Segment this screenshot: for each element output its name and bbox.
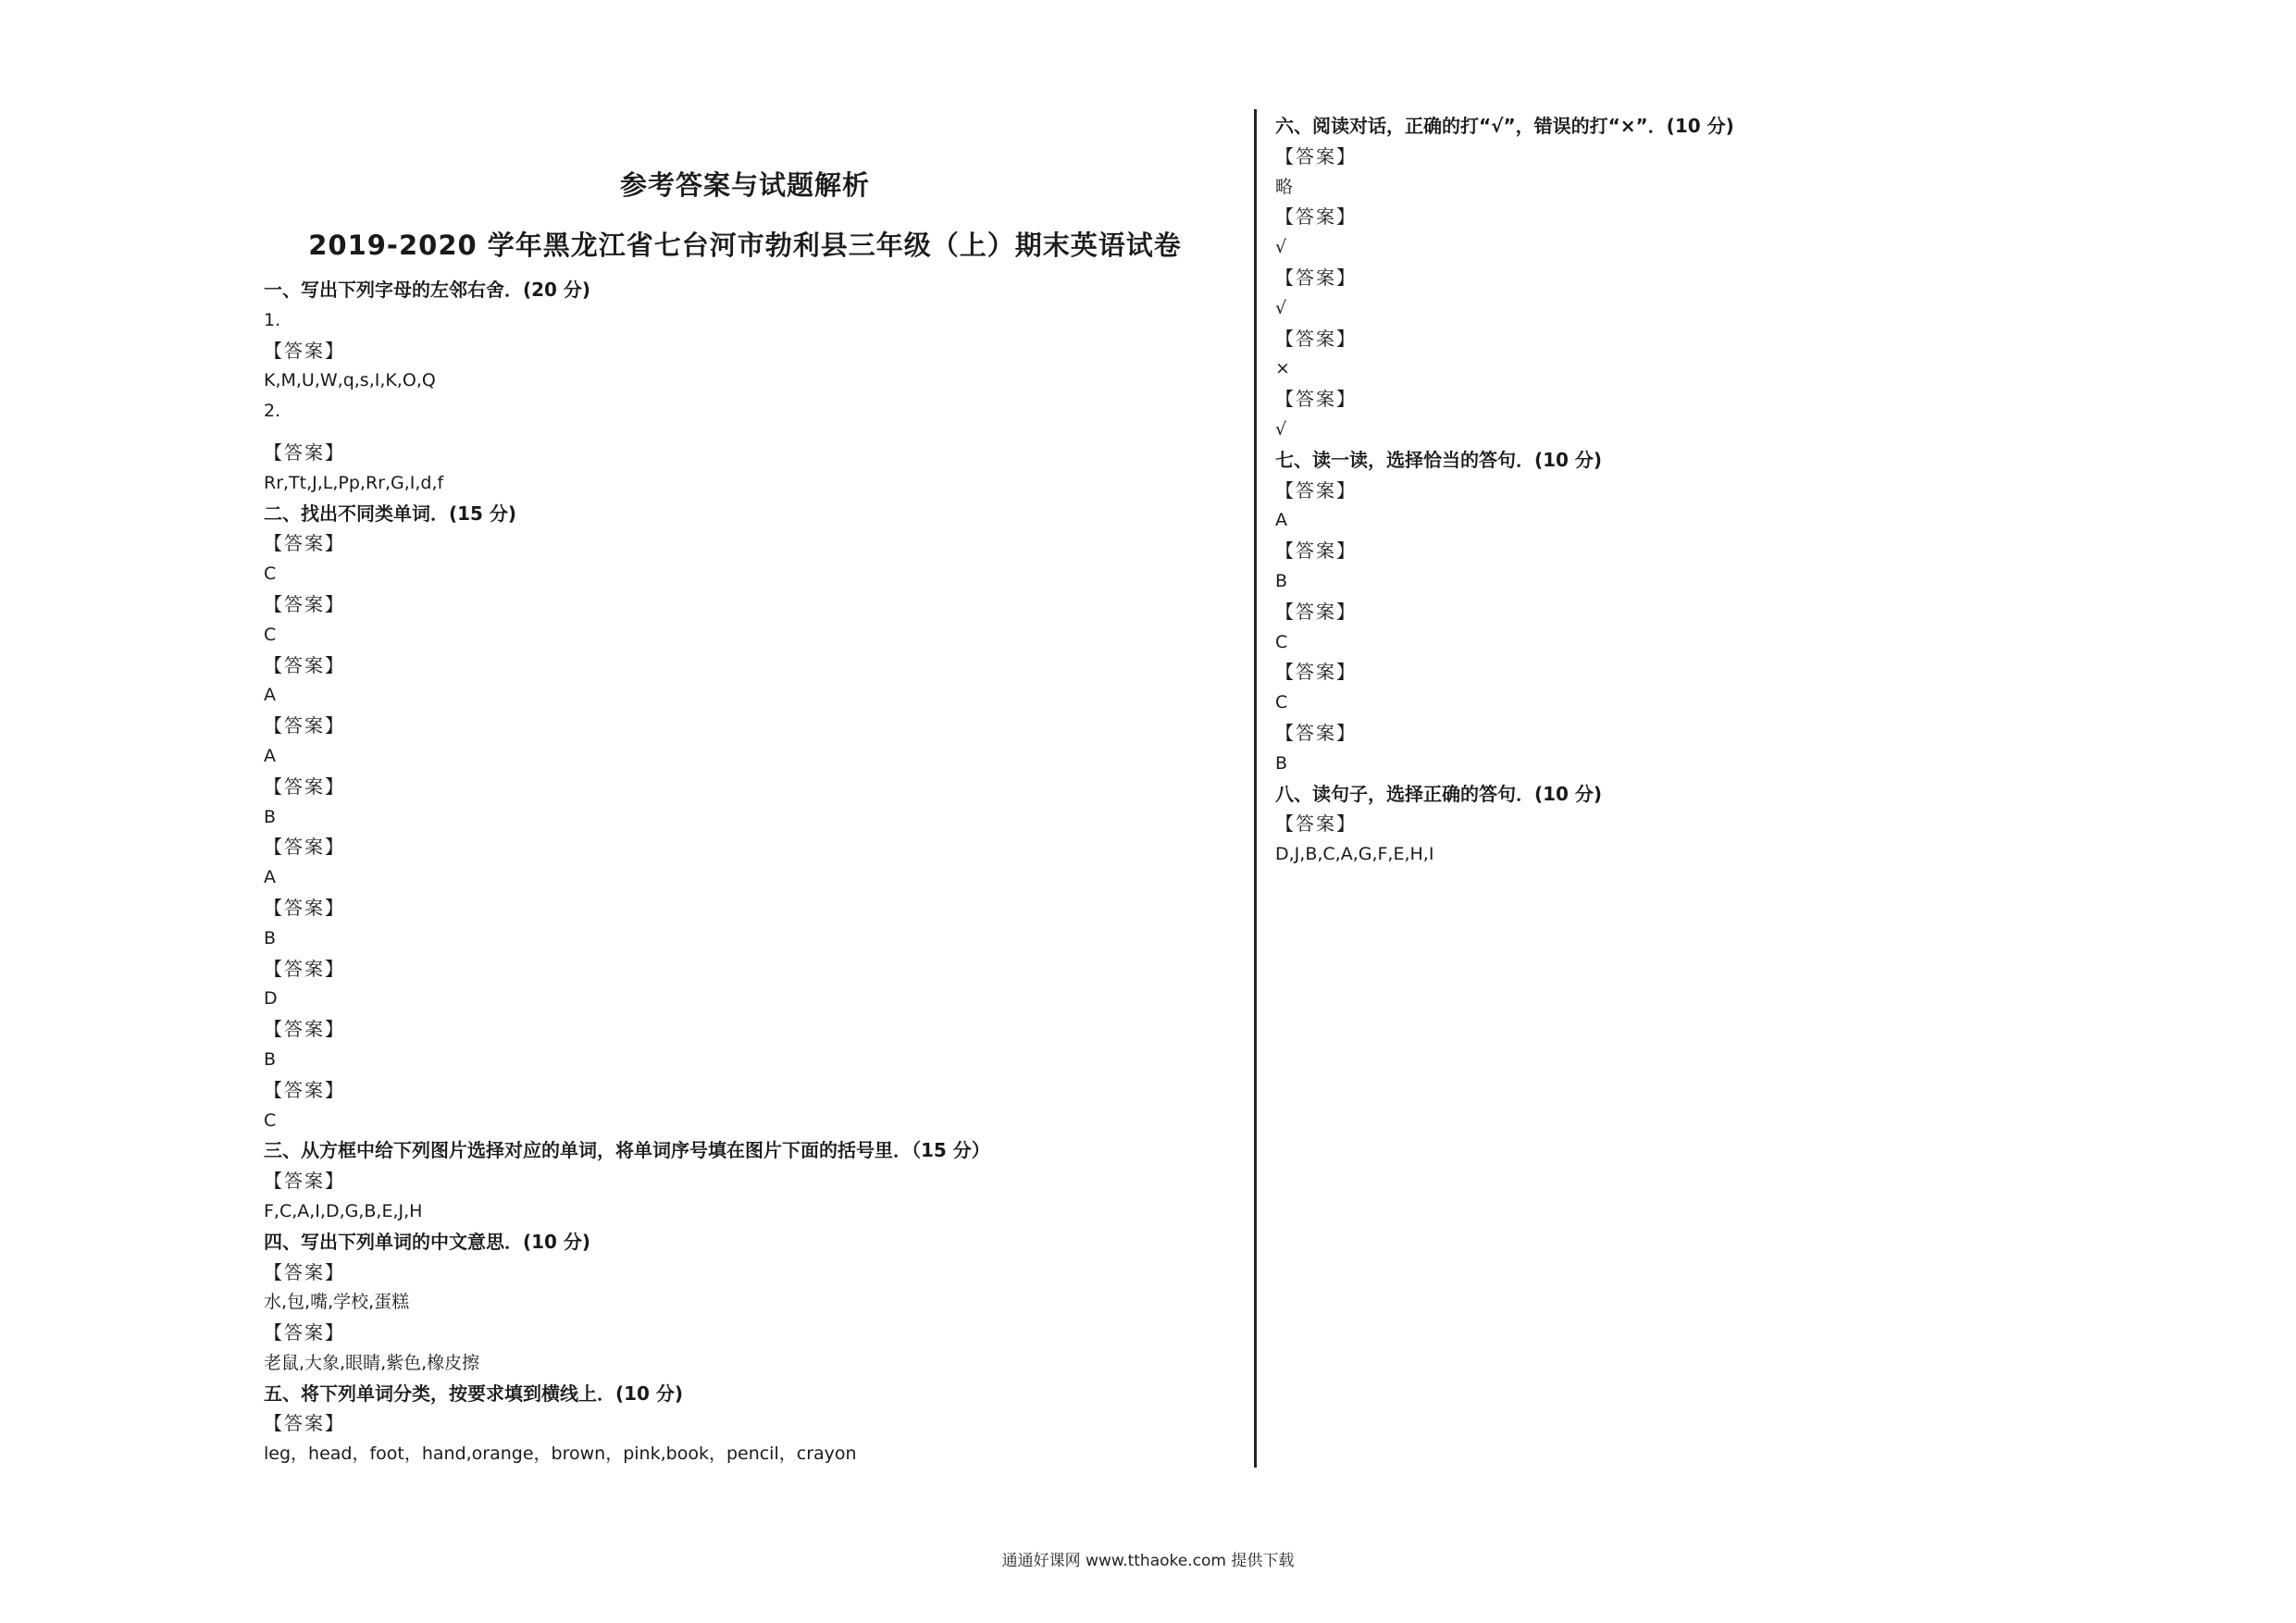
answer-label: 【答案】 (264, 836, 345, 859)
answer-text: B (264, 806, 277, 827)
right-column (1275, 111, 2201, 870)
answer-label: 【答案】 (264, 896, 345, 919)
section-heading: 二、找出不同类单词．(15 分) (264, 502, 517, 525)
answer-label: 【答案】 (1275, 205, 1357, 229)
page-footer: 通通好课网 www.tthaoke.com 提供下载 (1001, 1552, 1295, 1570)
answer-text: Rr,Tt,J,L,Pp,Rr,G,I,d,f (264, 472, 444, 493)
answer-text: A (264, 745, 276, 766)
section-heading: 四、写出下列单词的中文意思．(10 分) (264, 1230, 591, 1253)
answer-text: C (264, 1109, 277, 1131)
answer-label: 【答案】 (264, 532, 345, 555)
answer-text: B (1275, 752, 1288, 774)
right-answer-list (1275, 111, 2201, 870)
answer-text: 略 (1275, 176, 1294, 197)
answer-label: 【答案】 (1275, 478, 1357, 502)
answer-text: A (264, 867, 276, 888)
section-heading: 七、读一读，选择恰当的答句．(10 分) (1275, 448, 1603, 471)
answer-label: 【答案】 (1275, 812, 1357, 836)
answer-label: 【答案】 (264, 1321, 345, 1344)
answer-text: K,M,U,W,q,s,I,K,O,Q (264, 370, 436, 391)
answer-text: C (1275, 692, 1288, 713)
answer-label: 【答案】 (1275, 721, 1357, 744)
answer-label: 【答案】 (264, 714, 345, 737)
answer-text: 水,包,嘴,学校,蛋糕 (264, 1292, 410, 1313)
answer-text: × (1275, 358, 1290, 379)
section-heading: 八、读句子，选择正确的答句．(10 分) (1275, 782, 1603, 805)
answer-label: 【答案】 (1275, 600, 1357, 623)
answer-label: 【答案】 (264, 774, 345, 798)
answer-label: 【答案】 (1275, 327, 1357, 350)
answer-label: 【答案】 (264, 592, 345, 615)
answer-label: 【答案】 (1275, 661, 1357, 684)
left-column (264, 157, 1226, 1469)
answer-label: 【答案】 (1275, 539, 1357, 563)
left-answer-list (264, 275, 1226, 1469)
answer-text: D,J,B,C,A,G,F,E,H,I (1275, 844, 1434, 865)
answer-text: leg，head，foot，hand,orange，brown，pink,book，pencil，crayon (264, 1443, 857, 1465)
answer-label: 【答案】 (1275, 266, 1357, 289)
answer-label: 【答案】 (264, 339, 345, 362)
answer-text: √ (1275, 418, 1287, 440)
answer-text: 1. (264, 309, 281, 330)
section-heading: 一、写出下列字母的左邻右舍．(20 分) (264, 279, 591, 301)
answer-text: C (264, 564, 277, 585)
column-divider (1254, 109, 1257, 1468)
answer-label: 【答案】 (1275, 388, 1357, 411)
answer-text: B (264, 1048, 277, 1070)
answer-text: B (1275, 570, 1288, 591)
answer-text: C (264, 624, 277, 645)
answer-text: C (1275, 631, 1288, 652)
spacer (264, 427, 1226, 438)
answer-label: 【答案】 (264, 957, 345, 980)
answer-label: 【答案】 (264, 1018, 345, 1041)
answer-text: F,C,A,I,D,G,B,E,J,H (264, 1200, 423, 1221)
answer-label: 【答案】 (1275, 144, 1357, 167)
answer-label: 【答案】 (264, 1412, 345, 1435)
answer-text: A (264, 685, 276, 706)
exam-title: 2019-2020 学年黑龙江省七台河市勃利县三年级（上）期末英语试卷 (308, 229, 1182, 261)
section-heading: 五、将下列单词分类，按要求填到横线上．(10 分) (264, 1381, 684, 1405)
answer-label: 【答案】 (264, 1078, 345, 1101)
answer-text: 老鼠,大象,眼睛,紫色,橡皮擦 (264, 1352, 480, 1373)
answer-text: √ (1275, 237, 1287, 258)
answer-label: 【答案】 (264, 653, 345, 676)
document-title: 参考答案与试题解析 (619, 169, 870, 201)
answer-label: 【答案】 (264, 440, 345, 464)
answer-text: B (264, 927, 277, 948)
section-heading: 六、阅读对话，正确的打“√”，错误的打“×”．(10 分) (1275, 115, 1734, 137)
answer-text: √ (1275, 297, 1287, 318)
answer-text: 2. (264, 401, 281, 422)
answer-text: A (1275, 510, 1287, 531)
answer-label: 【答案】 (264, 1260, 345, 1283)
section-heading: 三、从方框中给下列图片选择对应的单词，将单词序号填在图片下面的括号里．（15 分） (264, 1139, 990, 1162)
answer-label: 【答案】 (264, 1170, 345, 1193)
answer-text: D (264, 988, 278, 1010)
